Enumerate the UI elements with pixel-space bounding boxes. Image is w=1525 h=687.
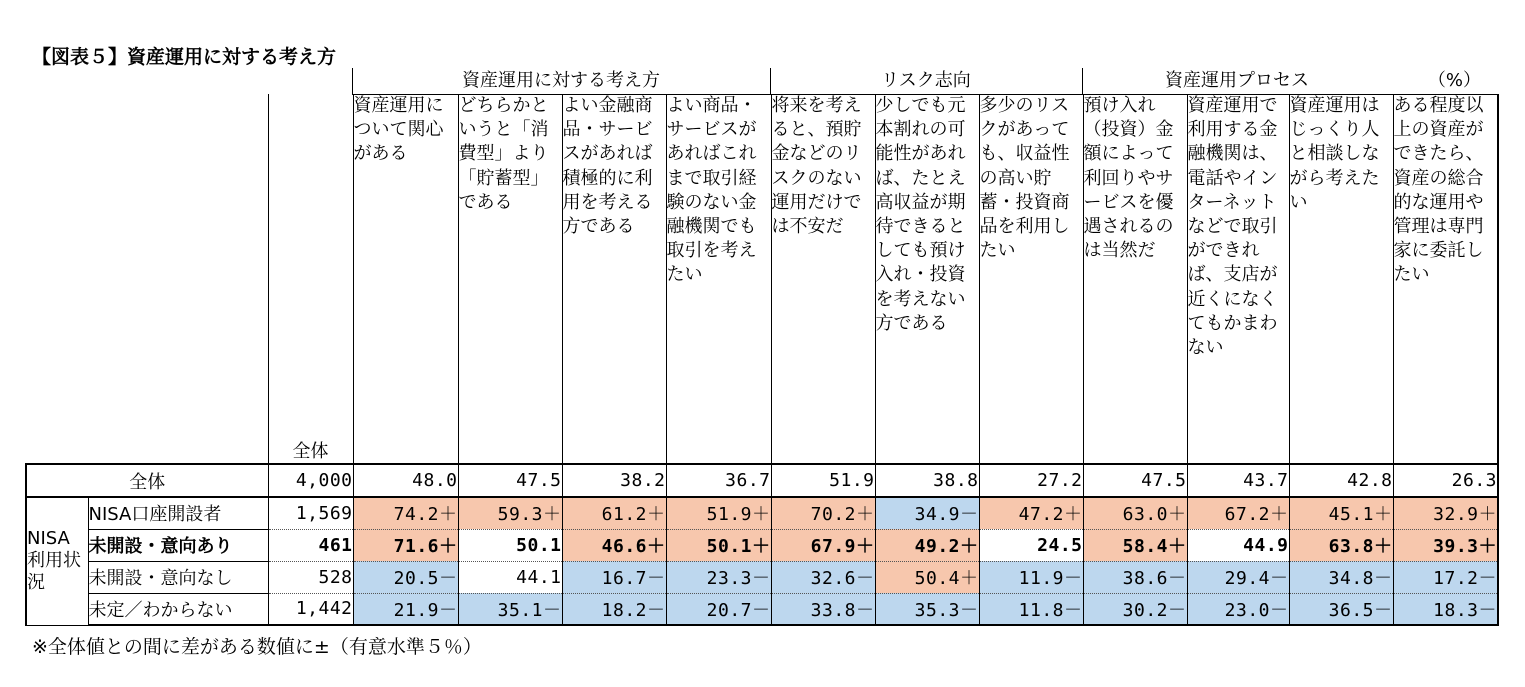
value-cell: 44.1: [458, 561, 562, 593]
value-cell: 35.1－: [458, 593, 562, 625]
value-cell: 48.0: [353, 464, 458, 497]
group-divider-2: [770, 68, 771, 94]
table-row-unopened-intent: [26, 529, 1498, 561]
value-cell: 32.9＋: [1393, 497, 1498, 529]
table-row-nisa-account: [26, 497, 1498, 529]
value-cell: 63.0＋: [1083, 497, 1187, 529]
value-cell: 51.9＋: [666, 497, 771, 529]
value-cell: 18.2－: [562, 593, 666, 625]
total-cell: 1,569: [268, 497, 353, 529]
row-label: 未定／わからない: [88, 593, 268, 625]
value-cell: 16.7－: [562, 561, 666, 593]
value-cell: 38.8: [875, 464, 979, 497]
header-all: 全体: [268, 94, 353, 464]
total-cell: 461: [268, 529, 353, 561]
value-cell: 45.1＋: [1289, 497, 1393, 529]
value-cell: 11.8－: [979, 593, 1083, 625]
value-cell: 74.2＋: [353, 497, 458, 529]
value-cell: 61.2＋: [562, 497, 666, 529]
value-cell: 49.2＋: [875, 529, 979, 561]
value-cell: 27.2: [979, 464, 1083, 497]
column-header: よい商品・サービスがあればこれまで取引経験のない金融機関でも取引を考えたい: [666, 94, 771, 464]
value-cell: 26.3: [1393, 464, 1498, 497]
value-cell: 20.5－: [353, 561, 458, 593]
value-cell: 23.3－: [666, 561, 771, 593]
column-header: 資産運用はじっくり人と相談しながら考えたい: [1289, 94, 1393, 464]
value-cell: 32.6－: [771, 561, 875, 593]
column-header: 資産運用で利用する金融機関は、電話やインターネットなどで取引ができれば、支店が近くになくてもかまわない: [1187, 94, 1289, 464]
total-cell: 528: [268, 561, 353, 593]
row-label: 全体: [26, 464, 268, 497]
value-cell: 36.5－: [1289, 593, 1393, 625]
value-cell: 34.9－: [875, 497, 979, 529]
column-header-row: [26, 94, 1498, 464]
value-cell: 29.4－: [1187, 561, 1289, 593]
column-header: 少しでも元本割れの可能性があれば、たとえ高収益が期待できるとしても預け入れ・投資を考えない方である: [875, 94, 979, 464]
column-header: どちらかというと「消費型」より「貯蓄型」である: [458, 94, 562, 464]
column-header: ある程度以上の資産ができたら、資産の総合的な運用や管理は専門家に委託したい: [1393, 94, 1498, 464]
column-header: 将来を考えると、預貯金などのリスクのない運用だけでは不安だ: [771, 94, 875, 464]
row-label: NISA口座開設者: [88, 497, 268, 529]
value-cell: 34.8－: [1289, 561, 1393, 593]
group-header-attitude: 資産運用に対する考え方: [462, 70, 660, 91]
value-cell: 35.3－: [875, 593, 979, 625]
value-cell: 38.6－: [1083, 561, 1187, 593]
value-cell: 17.2－: [1393, 561, 1498, 593]
row-label: 未開設・意向なし: [88, 561, 268, 593]
table-row-undecided: [26, 593, 1498, 625]
column-header: 資産運用について関心がある: [353, 94, 458, 464]
value-cell: 58.4＋: [1083, 529, 1187, 561]
column-header: 多少のリスクがあっても、収益性の高い貯蓄・投資商品を利用したい: [979, 94, 1083, 464]
group-header-process: 資産運用プロセス: [1165, 70, 1309, 91]
value-cell: 43.7: [1187, 464, 1289, 497]
value-cell: 51.9: [771, 464, 875, 497]
column-header: よい金融商品・サービスがあれば積極的に利用を考える方である: [562, 94, 666, 464]
group-divider-3: [1082, 68, 1083, 94]
value-cell: 18.3－: [1393, 593, 1498, 625]
footnote: ※全体値との間に差がある数値に±（有意水準５％）: [32, 636, 482, 658]
value-cell: 33.8－: [771, 593, 875, 625]
total-cell: 4,000: [268, 464, 353, 497]
column-header: 預け入れ（投資）金額によって利回りやサービスを優遇されるのは当然だ: [1083, 94, 1187, 464]
value-cell: 39.3＋: [1393, 529, 1498, 561]
group-divider-1: [352, 68, 353, 94]
table-row-all: [26, 464, 1498, 497]
value-cell: 20.7－: [666, 593, 771, 625]
group-header-risk: リスク志向: [881, 70, 971, 91]
unit-label: （%）: [1427, 70, 1481, 91]
value-cell: 44.9: [1187, 529, 1289, 561]
value-cell: 42.8: [1289, 464, 1393, 497]
row-group-label: NISA利用状況: [26, 497, 88, 625]
figure-title: 【図表５】資産運用に対する考え方: [32, 46, 337, 68]
value-cell: 46.6＋: [562, 529, 666, 561]
value-cell: 36.7: [666, 464, 771, 497]
value-cell: 30.2－: [1083, 593, 1187, 625]
value-cell: 63.8＋: [1289, 529, 1393, 561]
value-cell: 11.9－: [979, 561, 1083, 593]
value-cell: 50.4＋: [875, 561, 979, 593]
value-cell: 47.2＋: [979, 497, 1083, 529]
value-cell: 47.5: [1083, 464, 1187, 497]
value-cell: 24.5: [979, 529, 1083, 561]
total-cell: 1,442: [268, 593, 353, 625]
value-cell: 38.2: [562, 464, 666, 497]
row-label: 未開設・意向あり: [88, 529, 268, 561]
value-cell: 71.6＋: [353, 529, 458, 561]
value-cell: 50.1: [458, 529, 562, 561]
value-cell: 67.9＋: [771, 529, 875, 561]
value-cell: 23.0－: [1187, 593, 1289, 625]
value-cell: 59.3＋: [458, 497, 562, 529]
value-cell: 70.2＋: [771, 497, 875, 529]
value-cell: 50.1＋: [666, 529, 771, 561]
value-cell: 67.2＋: [1187, 497, 1289, 529]
value-cell: 21.9－: [353, 593, 458, 625]
table-row-unopened-no-intent: [26, 561, 1498, 593]
results-table: [25, 94, 1499, 626]
value-cell: 47.5: [458, 464, 562, 497]
